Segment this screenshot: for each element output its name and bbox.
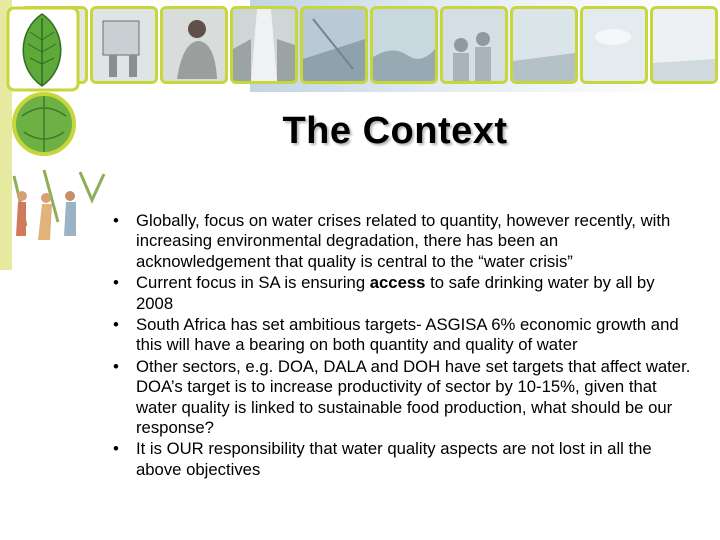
slide-title: The Context [282, 110, 508, 152]
bullet-text: Globally, focus on water crises related to quantity, however recently, with increasing environmental degradation, there has been an acknowledgement that quality is central to the “water crisis” [136, 211, 671, 271]
bullet-glyph: • [113, 315, 119, 335]
people-icon [14, 170, 104, 240]
banner-photo-sky [580, 6, 648, 84]
banner-photo-person [160, 6, 228, 84]
bullet-item [112, 315, 692, 356]
banner-photo-field [510, 6, 578, 84]
banner-photo-landscape [370, 6, 438, 84]
bullet-text-tail: to safe drinking water by all by 2008 [136, 273, 655, 313]
bullet-glyph: • [113, 356, 119, 376]
bullet-emphasis: access [369, 273, 426, 293]
bullet-glyph: • [113, 211, 119, 230]
banner-photo-crowd [440, 6, 508, 84]
banner-photo-horizon [650, 6, 718, 84]
bullet-glyph: • [113, 273, 119, 293]
banner-photo-waterfall [230, 6, 298, 84]
bullet-text: South Africa has set ambitious targets- ASGISA 6% economic growth and this will have a bearing on both quantity and quality of water [136, 315, 679, 355]
bullet-list [112, 211, 692, 481]
bullet-text: Current focus in SA is ensuring [136, 273, 370, 293]
bullet-item [112, 439, 692, 480]
bullet-item [112, 357, 692, 439]
bullet-item [112, 273, 692, 314]
bullet-item [112, 211, 692, 272]
banner-photo-structure [300, 6, 368, 84]
bullet-text: Other sectors, e.g. DOA, DALA and DOH have set targets that affect water. DOA’s target is to increase productivity of sector by 10-15%, given that water quality is linked to sustainable food production, what should be our response? [136, 356, 691, 438]
bullet-text: It is OUR responsibility that water quality aspects are not lost in all the above objectives [136, 439, 652, 479]
bullet-glyph: • [113, 439, 119, 459]
